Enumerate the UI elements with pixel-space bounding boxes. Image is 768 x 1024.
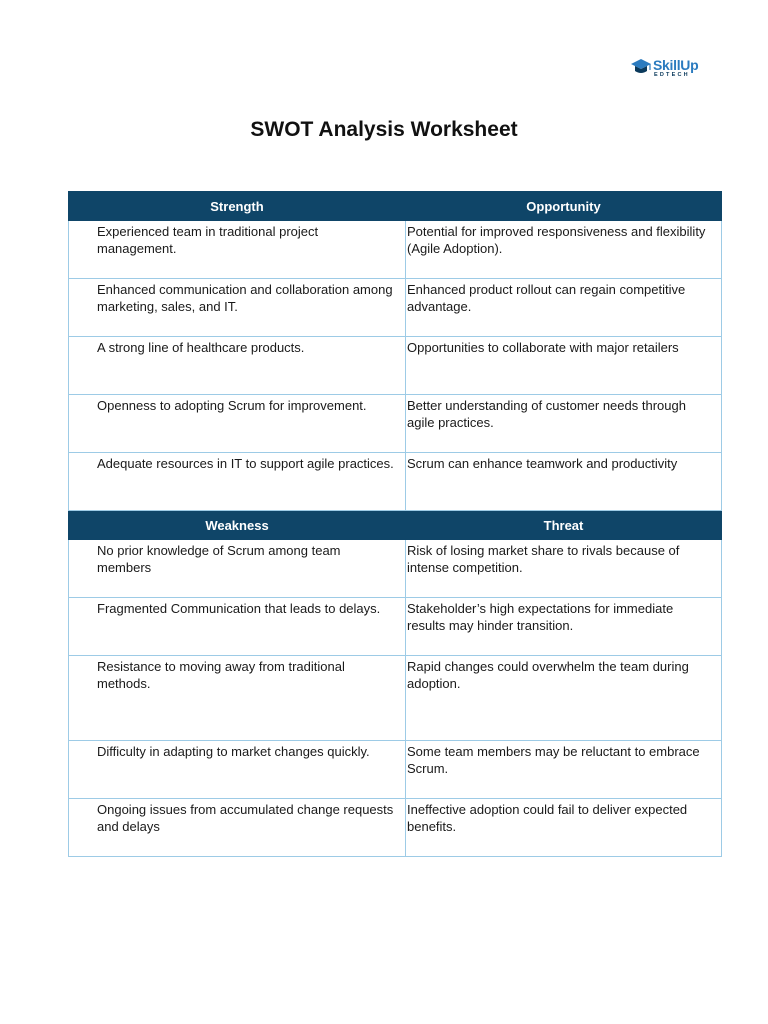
swot-table: [68, 191, 722, 857]
table-row: [69, 741, 722, 799]
table-row: [69, 453, 722, 511]
weakness-cell: No prior knowledge of Scrum among team members: [69, 540, 406, 598]
header-weakness: Weakness: [69, 511, 406, 540]
opportunity-cell: Better understanding of customer needs through agile practices.: [406, 395, 722, 453]
weakness-cell: Resistance to moving away from traditional methods.: [69, 656, 406, 741]
strength-cell: Adequate resources in IT to support agile practices.: [69, 453, 406, 511]
table-row: [69, 221, 722, 279]
opportunity-cell: Enhanced product rollout can regain competitive advantage.: [406, 279, 722, 337]
logo-subtitle: EDTECH: [654, 72, 690, 78]
strength-cell: Enhanced communication and collaboration among marketing, sales, and IT.: [69, 279, 406, 337]
table-row: [69, 799, 722, 857]
skillup-logo: [630, 55, 702, 81]
header-threat: Threat: [406, 511, 722, 540]
threat-cell: Ineffective adoption could fail to deliver expected benefits.: [406, 799, 722, 857]
opportunity-cell: Scrum can enhance teamwork and productivity: [406, 453, 722, 511]
table-row: [69, 540, 722, 598]
opportunity-cell: Opportunities to collaborate with major retailers: [406, 337, 722, 395]
header-strength: Strength: [69, 192, 406, 221]
strength-cell: A strong line of healthcare products.: [69, 337, 406, 395]
weakness-cell: Ongoing issues from accumulated change requests and delays: [69, 799, 406, 857]
threat-cell: Rapid changes could overwhelm the team during adoption.: [406, 656, 722, 741]
weakness-cell: Difficulty in adapting to market changes quickly.: [69, 741, 406, 799]
table-row: [69, 279, 722, 337]
weakness-cell: Fragmented Communication that leads to delays.: [69, 598, 406, 656]
threat-cell: Stakeholder’s high expectations for immediate results may hinder transition.: [406, 598, 722, 656]
page-title: SWOT Analysis Worksheet: [250, 118, 518, 141]
threat-cell: Some team members may be reluctant to embrace Scrum.: [406, 741, 722, 799]
opportunity-cell: Potential for improved responsiveness and flexibility (Agile Adoption).: [406, 221, 722, 279]
table-row: [69, 337, 722, 395]
header-row-strength-opportunity: [69, 192, 722, 221]
strength-cell: Openness to adopting Scrum for improvement.: [69, 395, 406, 453]
graduation-cap-icon: [630, 58, 652, 76]
table-row: [69, 598, 722, 656]
table-row: [69, 656, 722, 741]
threat-cell: Risk of losing market share to rivals because of intense competition.: [406, 540, 722, 598]
header-opportunity: Opportunity: [406, 192, 722, 221]
strength-cell: Experienced team in traditional project management.: [69, 221, 406, 279]
header-row-weakness-threat: [69, 511, 722, 540]
logo-wordmark: SkillUp: [653, 57, 699, 73]
table-row: [69, 395, 722, 453]
